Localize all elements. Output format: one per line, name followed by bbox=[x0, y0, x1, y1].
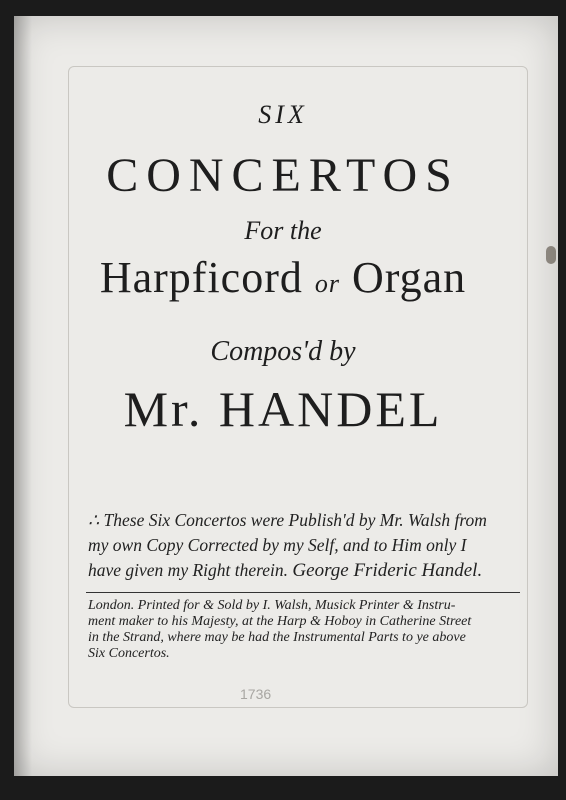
authorization-note bbox=[88, 508, 518, 583]
title-composd-by: Compos'd by bbox=[210, 336, 356, 367]
imprint-line: in the Strand, where may be had the Instrumental Parts to ye above bbox=[88, 630, 466, 645]
imprint-line: London. Printed for & Sold by I. Walsh, Musick Printer & Instru- bbox=[88, 598, 456, 613]
note-line: ∴ These Six Concertos were Publish'd by Mr. Walsh from bbox=[88, 510, 487, 530]
pencil-annotation: 1736 bbox=[240, 686, 272, 702]
note-line: my own Copy Corrected by my Self, and to Him only I bbox=[88, 535, 467, 555]
publisher-imprint bbox=[88, 598, 518, 662]
note-line bbox=[88, 558, 518, 583]
divider-rule bbox=[86, 592, 520, 593]
title-concertos: CONCERTOS bbox=[106, 149, 460, 202]
title-instruments bbox=[0, 252, 566, 303]
title-six: SIX bbox=[258, 100, 308, 129]
note-line-text: have given my Right therein. bbox=[88, 560, 289, 580]
title-or: or bbox=[314, 269, 340, 298]
title-organ: Organ bbox=[351, 253, 467, 302]
title-for-the: For the bbox=[244, 216, 322, 245]
imprint-line: Six Concertos. bbox=[88, 646, 170, 661]
imprint-line: ment maker to his Majesty, at the Harp & Hoboy in Catherine Street bbox=[88, 614, 472, 629]
title-composer: Mr. HANDEL bbox=[123, 381, 443, 437]
title-harpsicord: Harpficord bbox=[99, 253, 303, 302]
signature: George Frideric Handel. bbox=[292, 560, 483, 581]
